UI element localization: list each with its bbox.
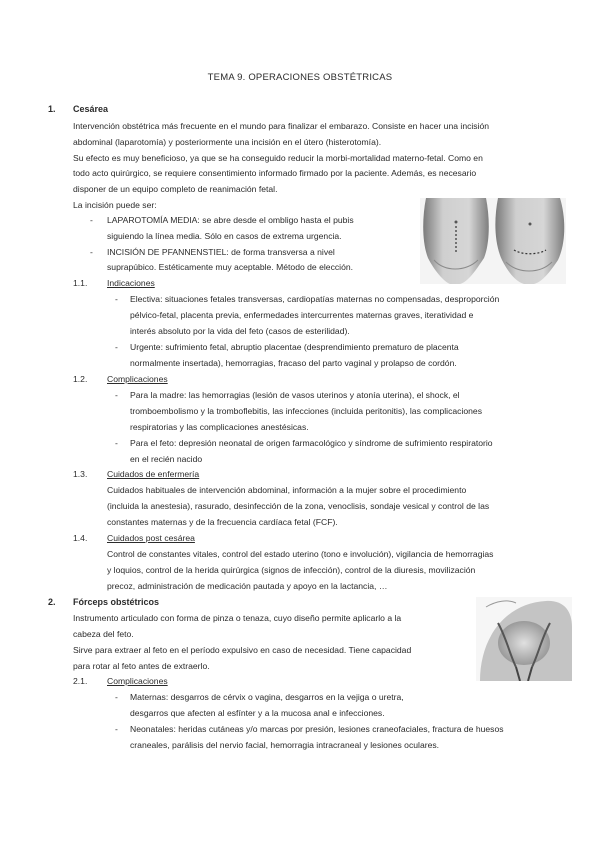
bullet-dash: - — [115, 342, 118, 352]
paragraph-line: disponer de un equipo completo de reanimación fetal. — [73, 184, 278, 194]
bullet-line: respiratorias y las complicaciones anestésicas. — [130, 422, 309, 432]
paragraph-line: Control de constantes vitales, control del estado uterino (tono e involución), vigilancia de hemorragias — [107, 549, 494, 559]
section-2-number: 2. — [48, 597, 56, 607]
paragraph-line: constantes maternas y de la frecuencia cardíaca fetal (FCF). — [107, 517, 338, 527]
bullet-dash: - — [115, 692, 118, 702]
subsection-title-cuidados-enfermeria: Cuidados de enfermería — [107, 469, 200, 479]
paragraph-line: Intervención obstétrica más frecuente en el mundo para finalizar el embarazo. Consiste en hacer una incisión — [73, 121, 490, 131]
paragraph-line: todo acto quirúrgico, se requiere consentimiento informado firmado por la paciente. Además, es necesario — [73, 168, 477, 178]
bullet-line: interés absoluto por la vida del feto (casos de esterilidad). — [130, 326, 350, 336]
subsection-title-indicaciones: Indicaciones — [107, 278, 155, 288]
bullet-line: suprapúbico. Estéticamente muy aceptable. Método de elección. — [107, 262, 354, 272]
bullet-line: en el recién nacido — [130, 454, 203, 464]
subsection-number: 1.3. — [73, 469, 88, 479]
bullet-dash: - — [115, 438, 118, 448]
bullet-line: Para el feto: depresión neonatal de origen farmacológico y síndrome de sufrimiento respiratorio — [130, 438, 493, 448]
bullet-line: tromboembolismo y la tromboflebitis, las infecciones (incluida peritonitis), las complicaciones — [130, 406, 483, 416]
paragraph-line: (incluida la anestesia), rasurado, desinfección de la zona, venoclisis, sondaje vesical y control de las — [107, 501, 490, 511]
bullet-line: desgarros que afecten al esfínter y a la mucosa anal e infecciones. — [130, 708, 385, 718]
subsection-title-complicaciones-forceps: Complicaciones — [107, 676, 168, 686]
bullet-dash: - — [90, 247, 93, 257]
incision-intro: La incisión puede ser: — [73, 200, 157, 210]
bullet-line: craneales, parálisis del nervio facial, hemorragia intracraneal y lesiones oculares. — [130, 740, 440, 750]
bullet-dash: - — [115, 724, 118, 734]
paragraph-line: precoz, administración de medicación pautada y apoyo en la lactancia, … — [107, 581, 388, 591]
subsection-title-complicaciones: Complicaciones — [107, 374, 168, 384]
bullet-line: pélvico-fetal, placenta previa, enfermedades intercurrentes maternas graves, iteratividad e — [130, 310, 474, 320]
bullet-line: INCISIÓN DE PFANNENSTIEL: de forma transversa a nivel — [107, 247, 335, 257]
section-1-heading: Cesárea — [73, 104, 109, 114]
paragraph-line: Sirve para extraer al feto en el período expulsivo en caso de necesidad. Tiene capacidad — [73, 645, 412, 655]
bullet-dash: - — [115, 294, 118, 304]
subsection-number: 1.2. — [73, 374, 88, 384]
document-title: TEMA 9. OPERACIONES OBSTÉTRICAS — [207, 72, 393, 83]
incision-illustration — [420, 198, 566, 284]
bullet-line: Neonatales: heridas cutáneas y/o marcas por presión, lesiones craneofaciales, fractura de huesos — [130, 724, 504, 734]
subsection-number: 2.1. — [73, 676, 88, 686]
paragraph-line: y loquios, control de la herida quirúrgica (signos de infección), control de la diuresis, movilización — [107, 565, 476, 575]
subsection-number: 1.1. — [73, 278, 88, 288]
paragraph-line: para rotar al feto antes de extraerlo. — [73, 661, 210, 671]
section-1-number: 1. — [48, 104, 56, 114]
subsection-number: 1.4. — [73, 533, 88, 543]
paragraph-line: Instrumento articulado con forma de pinza o tenaza, cuyo diseño permite aplicarlo a la — [73, 613, 402, 623]
bullet-line: Urgente: sufrimiento fetal, abruptio placentae (desprendimiento prematuro de placenta — [130, 342, 459, 352]
paragraph-line: Cuidados habituales de intervención abdominal, información a la mujer sobre el procedimiento — [107, 485, 467, 495]
bullet-line: LAPAROTOMÍA MEDIA: se abre desde el ombligo hasta el pubis — [107, 215, 354, 225]
bullet-line: siguiendo la línea media. Sólo en casos de extrema urgencia. — [107, 231, 342, 241]
bullet-dash: - — [115, 390, 118, 400]
bullet-line: normalmente insertada), hemorragias, fracaso del parto vaginal y prolapso de cordón. — [130, 358, 457, 368]
bullet-line: Para la madre: las hemorragias (lesión de vasos uterinos y atonía uterina), el shock, el — [130, 390, 460, 400]
bullet-dash: - — [90, 215, 93, 225]
paragraph-line: abdominal (laparotomía) y posteriormente una incisión en el útero (histerotomía). — [73, 137, 382, 147]
section-2-heading: Fórceps obstétricos — [73, 597, 160, 607]
bullet-line: Electiva: situaciones fetales transversas, cardiopatías maternas no compensadas, desproporción — [130, 294, 500, 304]
bullet-line: Maternas: desgarros de cérvix o vagina, desgarros en la vejiga o uretra, — [130, 692, 404, 702]
forceps-illustration — [476, 597, 572, 681]
paragraph-line: cabeza del feto. — [73, 629, 134, 639]
paragraph-line: Su efecto es muy beneficioso, ya que se ha conseguido reducir la morbi-mortalidad materno-fetal. Como en — [73, 153, 483, 163]
subsection-title-cuidados-post-cesarea: Cuidados post cesárea — [107, 533, 195, 543]
